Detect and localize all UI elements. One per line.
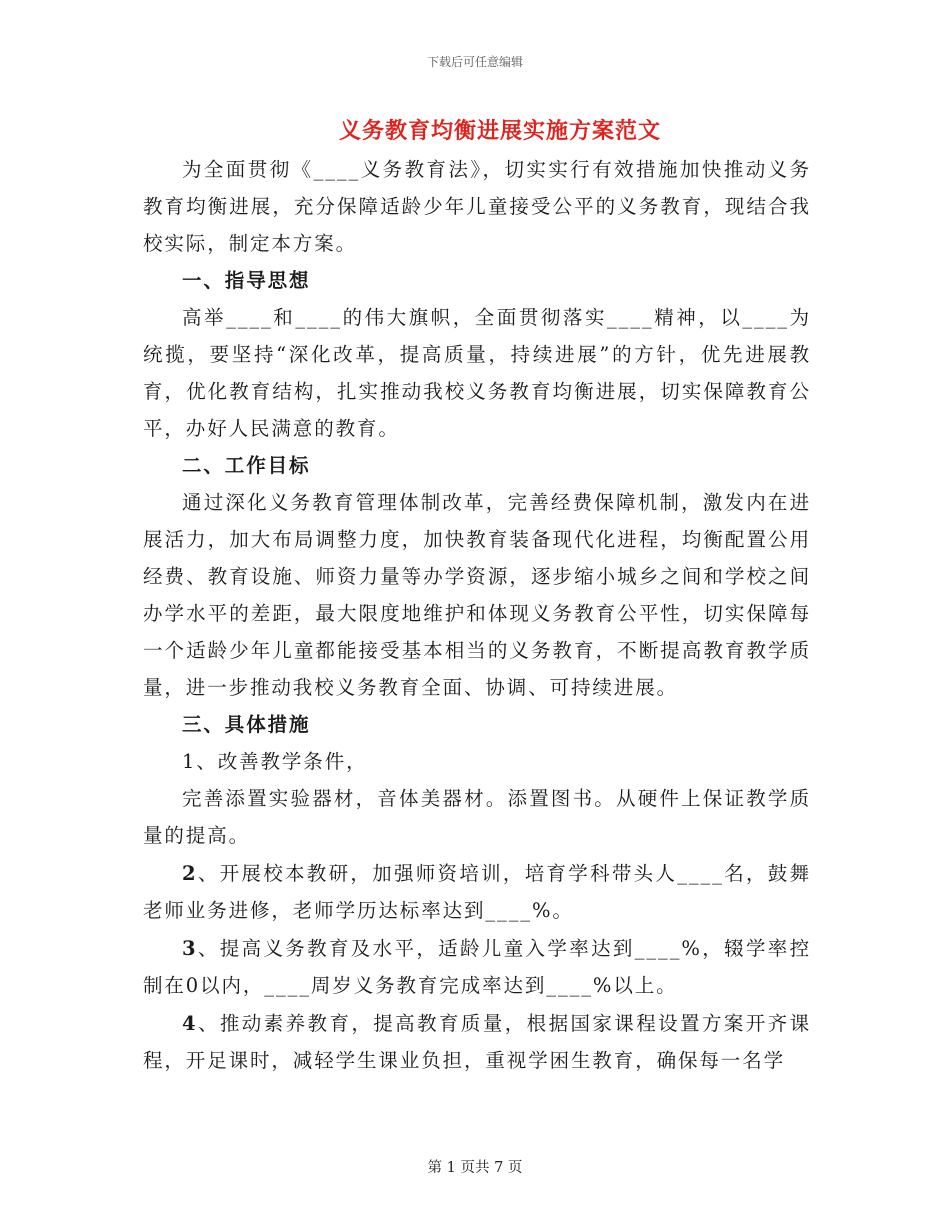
section1-paragraph: 高举____和____的伟大旗帜，全面贯彻落实____精神，以____为统揽，要坚持“深化改革，提高质量，持续进展”的方针，优先进展教育，优化教育结构，扎实推动我校义务教育均衡进展，切实保障教育公平，办好人民满意的教育。	[143, 306, 811, 440]
item3-paragraph	[143, 930, 811, 1004]
item3-number: 3	[182, 937, 198, 960]
intro-block	[143, 151, 811, 262]
item3-block	[143, 930, 811, 1004]
item1-paragraph: 完善添置实验器材，音体美器材。添置图书。从硬件上保证教学质量的提高。	[143, 787, 811, 847]
section1-heading-block	[143, 262, 811, 299]
item2-block	[143, 855, 811, 929]
item1-body-block	[143, 780, 811, 854]
section1-body-block	[143, 299, 811, 447]
item4-paragraph	[143, 1005, 811, 1079]
section3-heading-block	[143, 706, 811, 743]
item4-text: 、推动素养教育，提高教育质量，根据国家课程设置方案开齐课程，开足课时，减轻学生课业负担，重视学困生教育，确保每一名学	[143, 1012, 811, 1072]
document-title: 义务教育均衡进展实施方案范文	[338, 118, 661, 144]
item1-title: 1、改善教学条件，	[182, 750, 368, 773]
item1-title-block	[143, 743, 811, 780]
item4-block	[143, 1005, 811, 1079]
item4-number: 4	[182, 1012, 198, 1035]
header-note: 下载后可任意编辑	[426, 55, 523, 69]
section2-heading-block	[143, 447, 811, 484]
intro-paragraph: 为全面贯彻《____义务教育法》，切实实行有效措施加快推动义务教育均衡进展，充分保障适龄少年儿童接受公平的义务教育，现结合我校实际，制定本方案。	[143, 158, 811, 255]
item3-text: 、提高义务教育及水平，适龄儿童入学率达到____%，辍学率控制在0以内，____周岁义务教育完成率达到____%以上。	[143, 937, 811, 997]
section3-heading: 三、具体措施	[182, 713, 311, 736]
section2-body-block	[143, 484, 811, 706]
item2-paragraph	[143, 855, 811, 929]
item2-number: 2	[182, 862, 198, 885]
item2-text: 、开展校本教研，加强师资培训，培育学科带头人____名，鼓舞老师业务进修，老师学历达标率达到____%。	[143, 862, 811, 922]
page-footer: 第 1 页共 7 页	[427, 1160, 523, 1176]
section2-paragraph: 通过深化义务教育管理体制改革，完善经费保障机制，激发内在进展活力，加大布局调整力度，加快教育装备现代化进程，均衡配置公用经费、教育设施、师资力量等办学资源，逐步缩小城乡之间和学校之间办学水平的差距，最大限度地维护和体现义务教育公平性，切实保障每一个适龄少年儿童都能接受基本相当的义务教育，不断提高教育教学质量，进一步推动我校义务教育全面、协调、可持续进展。	[143, 491, 811, 699]
section2-heading: 二、工作目标	[182, 454, 311, 477]
section1-heading: 一、指导思想	[182, 269, 311, 292]
